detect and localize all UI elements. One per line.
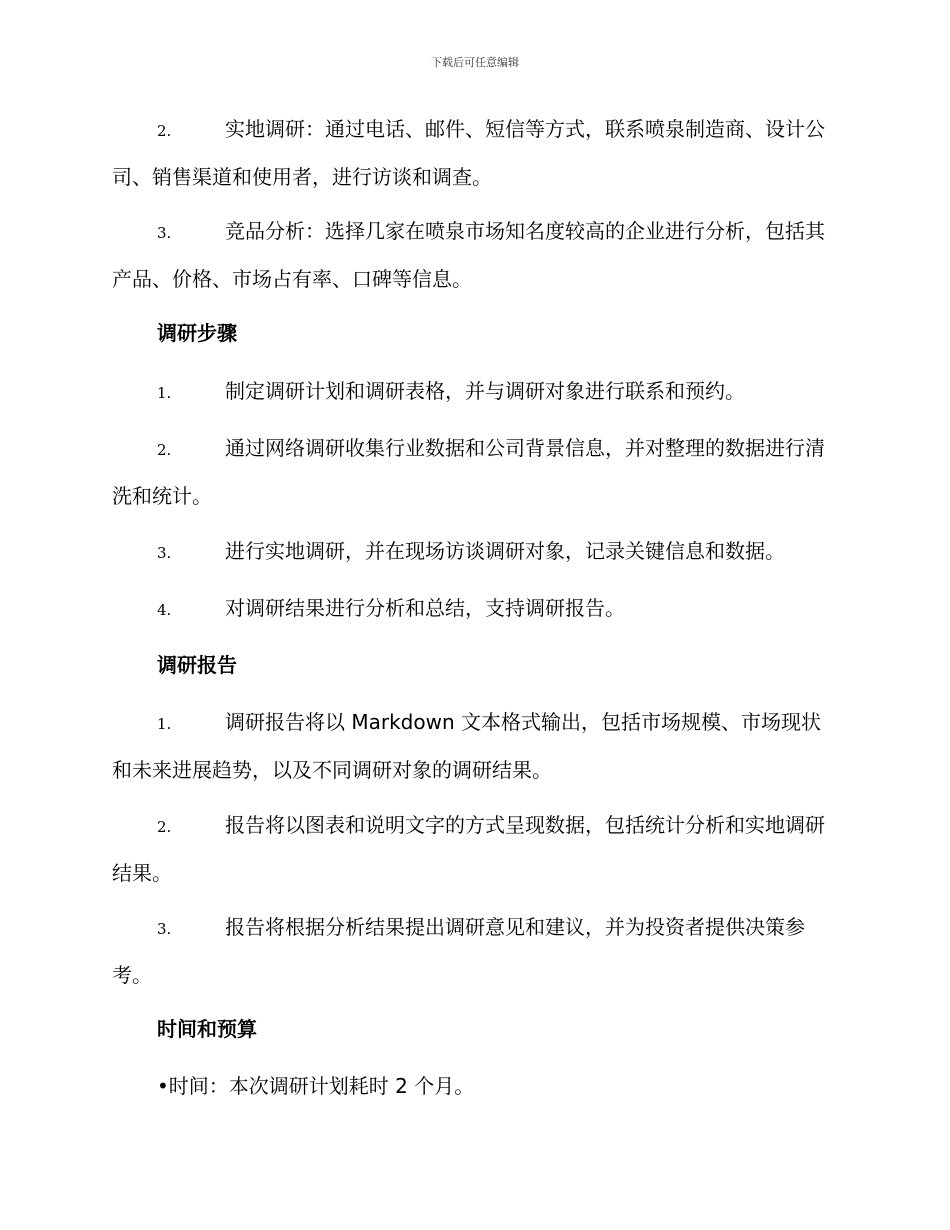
section-heading-steps: 调研步骤 [157,321,237,345]
item-text: 通过网络调研收集行业数据和公司背景信息，并对整理的数据进行清洗和统计。 [112,436,825,508]
section-heading-time-budget: 时间和预算 [157,1017,257,1041]
item-text: 报告将以图表和说明文字的方式呈现数据，包括统计分析和实地调研结果。 [112,813,825,885]
item-text: 实地调研：通过电话、邮件、短信等方式，联系喷泉制造商、设计公司、销售渠道和使用者，进行访谈和调查。 [112,117,825,189]
step-item [112,368,834,416]
item-text: 调研报告将以 Markdown 文本格式输出，包括市场规模、市场现状和未来进展趋势，以及不同调研对象的调研结果。 [112,710,821,782]
report-item [112,699,834,793]
item-text: 进行实地调研，并在现场访谈调研对象，记录关键信息和数据。 [225,539,785,563]
item-text: 竞品分析：选择几家在喷泉市场知名度较高的企业进行分析，包括其产品、价格、市场占有率、口碑等信息。 [112,219,825,291]
item-number: 2. [157,818,172,836]
item-number: 2. [157,441,172,459]
bullet-icon: • [157,1074,169,1098]
item-number: 2. [157,122,172,140]
item-number: 1. [157,715,172,733]
item-number: 4. [157,601,172,619]
item-text: 对调研结果进行分析和总结，支持调研报告。 [225,596,625,620]
section-heading-report: 调研报告 [157,653,237,677]
item-number: 3. [157,920,172,938]
item-number: 1. [157,384,172,402]
step-item [112,425,834,519]
page-header: 下载后可任意编辑 [431,56,519,69]
item-text: 报告将根据分析结果提出调研意见和建议，并为投资者提供决策参考。 [112,915,805,987]
item-number: 3. [157,544,172,562]
research-method-item [112,106,834,200]
report-item [112,802,834,896]
time-text: 时间：本次调研计划耗时 2 个月。 [168,1074,475,1098]
item-text: 制定调研计划和调研表格，并与调研对象进行联系和预约。 [225,379,745,403]
step-item [112,585,834,633]
time-line [157,1072,474,1100]
step-item [112,528,834,576]
research-method-item [112,208,834,302]
item-number: 3. [157,224,172,242]
report-item [112,904,834,998]
